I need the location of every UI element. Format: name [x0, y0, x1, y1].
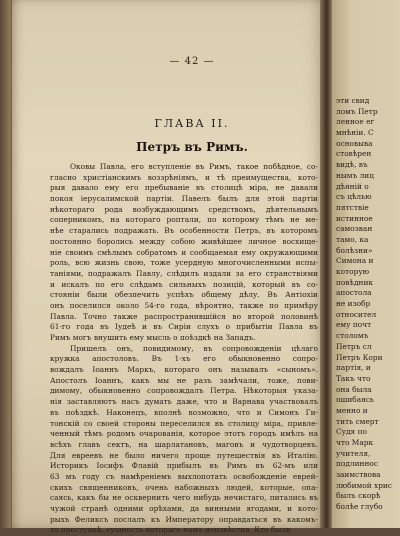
- left-page: [12, 0, 330, 535]
- text-line: нымъ лиц: [336, 170, 374, 180]
- text-line: видѣ, въ: [336, 160, 368, 170]
- text-line: нія заставляютъ насъ думать даже, что и Варнава участвовалъ: [50, 397, 318, 407]
- text-line: 61-го года въ Іудеѣ и въ Сиріи слухъ о прибытіи Павла въ: [50, 322, 318, 332]
- text-line: пятствіе: [336, 202, 369, 212]
- page-number: — 42 —: [169, 56, 215, 67]
- text-line: покоя іерусалимской партіи. Павелъ былъ для этой партіи: [50, 194, 318, 204]
- text-line: тонскій со своей стороны переселился въ столицу міра, привле-: [50, 418, 318, 428]
- text-line: былъ скорѣ: [336, 491, 381, 501]
- right-page: [332, 0, 400, 528]
- text-line: ему почт: [336, 320, 372, 330]
- text-line: роль, всю жизнь свою, тоже усердную многочисленными испы-: [50, 258, 318, 268]
- text-line: Оковы Павла, его вступленіе въ Римъ, такое побѣдное, со-: [70, 162, 318, 171]
- text-line: не изобр: [336, 299, 371, 309]
- chapter-heading: ГЛАВА II.: [154, 117, 230, 130]
- text-line: рыя давало ему его пребываніе въ столицѣ міра, не давали: [50, 183, 318, 193]
- text-line: вождалъ Іоаннъ Маркъ, котораго онъ называлъ «сыномъ».: [50, 365, 318, 375]
- text-line: апостола: [336, 288, 372, 298]
- text-line: самозван: [336, 224, 373, 234]
- text-line: Такъ что: [336, 373, 371, 383]
- text-line: ошибаясь: [336, 395, 374, 405]
- text-line: повѣдник: [336, 277, 374, 287]
- text-line: чужой странѣ одними орѣхами, да винными ягодами, и кото-: [50, 504, 318, 513]
- left-page-body: [50, 162, 318, 536]
- text-line: 63 мъ году съ намѣреніемъ выхлопотать освобожденіе еврей-: [50, 471, 318, 481]
- text-line: въ поѣздкѣ. Наконецъ, вполнѣ возможно, что и Симонъ Ги-: [50, 407, 318, 417]
- text-line: то проступкѣ, сущность котораго намъ неизвѣстна. Кто были: [50, 525, 291, 535]
- text-line: относител: [336, 309, 377, 319]
- text-line: столомъ: [336, 331, 369, 341]
- text-line: любимой хрис: [336, 480, 392, 490]
- text-line: нѣкотораго рода возбуждающимъ средствомъ, дѣятельнымъ: [50, 204, 318, 214]
- text-line: димому, обыкновенно сопровождалъ Петра. Нѣкоторыя указа-: [50, 386, 318, 396]
- text-line: подлиннос: [336, 459, 378, 469]
- text-line: и искалъ по его слѣдамъ сильныхъ позицій, который въ со-: [50, 279, 318, 289]
- text-line: истинное: [336, 213, 373, 223]
- text-line: тить смерт: [336, 416, 379, 426]
- text-line: Историкъ Іосифъ Флавій прибылъ въ Римъ въ 62-мъ или: [50, 461, 318, 471]
- text-line: она была: [336, 384, 372, 394]
- text-line: таніями, подражалъ Павлу, слѣдилъ издали за его странствіями: [50, 268, 318, 278]
- text-line: Петръ Кори: [336, 352, 383, 362]
- text-line: онъ поселился около 54-го года, вѣроятно, также по примѣру: [50, 300, 318, 310]
- text-line: ленное ег: [336, 117, 375, 127]
- text-line: всѣхъ главъ сектъ, на шарлатановъ, маговъ и чудотворцевъ.: [50, 439, 318, 449]
- text-line: стояніи были обезпечить успѣхъ общему дѣлу. Въ Антіохіи: [50, 290, 318, 300]
- text-line: что Марк: [336, 438, 374, 447]
- text-line: постоянно боролись между собою живѣйшее личное восхище-: [50, 236, 318, 246]
- text-line: нѣе старались подражать. Въ особенности Петръ, въ которомъ: [50, 226, 318, 236]
- text-line: Петръ сл: [336, 341, 372, 351]
- text-line: Для евреевъ не было ничего проще путешествія въ Италію.: [50, 450, 318, 460]
- text-line: заимствова: [336, 470, 381, 480]
- text-line: эти свид: [336, 96, 370, 105]
- chapter-title: Петръ въ Римъ.: [136, 140, 248, 154]
- text-line: Судя по: [336, 427, 367, 437]
- text-line: ломъ Петр: [336, 106, 378, 116]
- text-line: учителя,: [336, 448, 371, 458]
- text-line: болѣзни»: [336, 245, 373, 255]
- text-line: ніе своимъ смѣлымъ собратомъ и сообщаемая ему окружающими: [50, 247, 318, 257]
- text-line: гласно христіанскимъ воззрѣніямъ, и тѣ преимущества, кото-: [50, 172, 318, 182]
- text-line: дѣяній о: [336, 181, 369, 191]
- text-line: кружка апостоловъ. Въ 1-хъ его обыкновенно сопро-: [50, 354, 318, 364]
- text-line: стовѣрен: [336, 149, 372, 159]
- text-line: болѣе глубо: [336, 502, 383, 512]
- text-line: саясь, какъ бы не осквернить чего нибудь нечистаго, питались въ: [50, 493, 318, 503]
- right-page-body: [336, 96, 400, 513]
- text-line: которую: [336, 267, 370, 276]
- text-line: соперникомъ, на котораго роптали, по которому тѣмъ не ме-: [50, 215, 318, 225]
- text-line: Симона и: [336, 256, 374, 266]
- text-line: съ цѣлью: [336, 192, 372, 202]
- text-line: тамо, ка: [336, 234, 369, 244]
- text-line: ченный тѣмъ родомъ очарованія, которое этотъ городъ имѣлъ на: [50, 429, 318, 439]
- text-line: мнѣніи. С: [336, 128, 374, 138]
- text-line: Апостолъ Іоаннъ, какъ мы не разъ замѣчали, тоже, пови-: [50, 375, 318, 385]
- text-line: скихъ священниковъ, очень набожныхъ людей, которые, опа-: [50, 482, 318, 492]
- text-line: рыхъ Феликсъ послалъ къ Императору оправдаться въ какомъ-: [50, 514, 318, 524]
- text-line: Пришелъ онъ, повидимому, въ сопровожденіи цѣлаго: [70, 343, 318, 353]
- text-line: Римъ могъ внушить ему мысль о поѣздкѣ на Западъ.: [50, 333, 256, 342]
- text-line: менно и: [336, 405, 368, 415]
- text-line: Павла. Точно также распространившійся во второй половинѣ: [50, 311, 318, 321]
- text-line: партія, и: [336, 363, 371, 373]
- text-line: основыва: [336, 138, 373, 148]
